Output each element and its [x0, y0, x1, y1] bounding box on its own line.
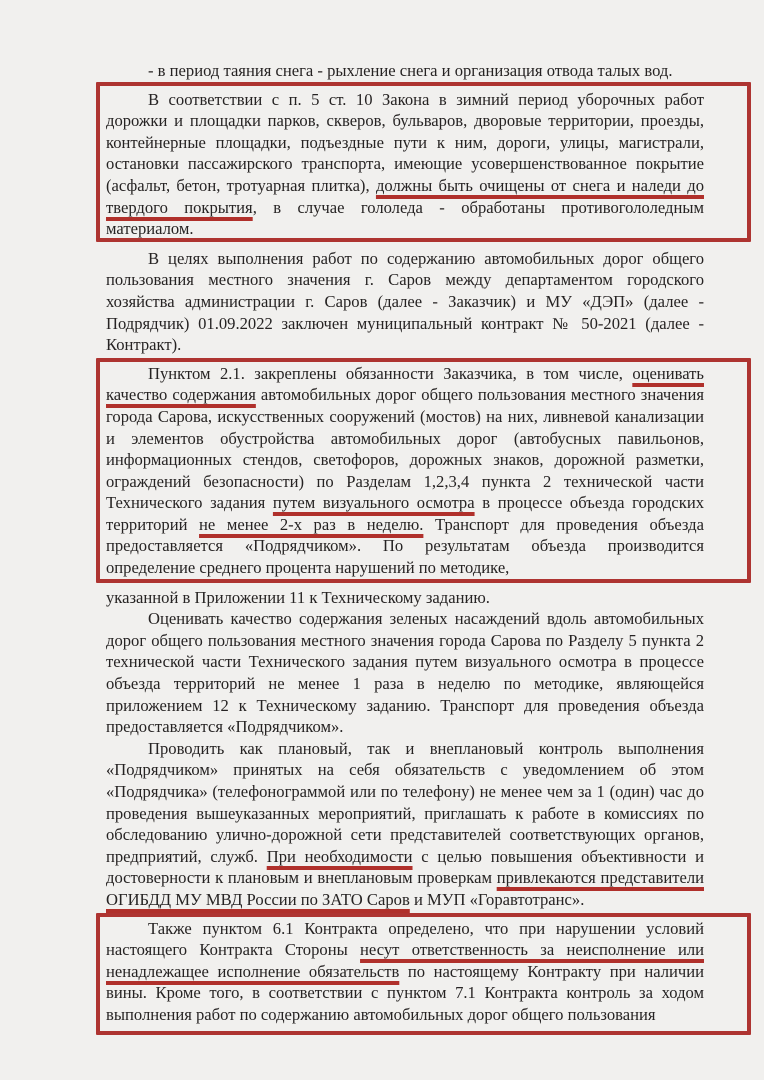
paragraph	[106, 738, 704, 911]
red-underlined-text: несут ответственность за неисполнение или ненадлежащее исполнение обязательств	[106, 940, 704, 981]
text-segment: Пунктом 2.1. закреплены обязанности Заказчика, в том числе,	[148, 363, 633, 383]
text-segment: Транспорт для проведения объезда предоставляется «Подрядчиком». По результатам объезда производится определение среднего процента нарушений по методике,	[106, 514, 704, 578]
text-segment: автомобильных дорог общего пользования местного значения города Сарова, искусственных сооружений (мостов) на них, ливневой канализации и элементов обустройства автомобильных дорог (автобусных павильонов, информационных стендов, светофоров, дорожных знаков, дорожной разметки, ограждений безопасности) по Разделам 1,2,3,4 пункта 2 технической части Технического задания	[106, 385, 704, 513]
paragraph	[106, 608, 704, 738]
document-body	[106, 60, 704, 1026]
red-underlined-text: путем визуального осмотра	[272, 493, 475, 513]
boxed-paragraph	[106, 918, 704, 1026]
text-segment: - в период таяния снега - рыхление снега и организация отвода талых вод.	[148, 61, 673, 80]
text-segment: по настоящему Контракту при наличии вины. Кроме того, в соответствии с пунктом 7.1 Контракта контроль за ходом выполнения работ по содержанию автомобильных дорог общего пользования	[106, 961, 704, 1024]
text-segment: Также пунктом 6.1 Контракта определено, что при нарушении условий настоящего Контракта Стороны	[106, 918, 704, 960]
red-underlined-text: привлекаются представители ОГИБДД МУ МВД России по ЗАТО Саров	[106, 868, 704, 909]
red-underlined-text: должны быть очищены от снега и наледи до твердого покрытия	[106, 175, 704, 217]
boxed-paragraph	[106, 89, 704, 240]
text-segment: в процессе объезда городских территорий	[106, 493, 704, 534]
paragraph	[106, 60, 704, 82]
paragraph	[106, 248, 704, 356]
red-underlined-text: оценивать качество содержания	[106, 363, 704, 405]
text-segment: Проводить как плановый, так и внеплановый контроль выполнения «Подрядчиком» принятых на себя обязательств с уведомлением об этом «Подрядчика» (телефонограммой или по телефону) не менее чем за 1 (один) час до проведения вышеуказанных мероприятий, приглашать к работе в комиссиях по обследованию улично-дорожной сети представителей соответствующих органов, предприятий, служб.	[106, 738, 704, 866]
text-segment: , в случае гололеда - обработаны противогололедным материалом.	[106, 197, 704, 239]
red-underlined-text: не менее 2-х раз в неделю.	[199, 514, 424, 534]
text-segment: указанной в Приложении 11 к Техническому заданию.	[106, 587, 490, 607]
text-segment: В целях выполнения работ по содержанию автомобильных дорог общего пользования местного значения г. Саров между департаментом городского хозяйства администрации г. Саров (далее - Заказчик) и МУ «ДЭП» (далее - Подрядчик) 01.09.2022 заключен муниципальный контракт № 50-2021 (далее - Контракт).	[106, 248, 704, 355]
text-segment: Оценивать качество содержания зеленых насаждений вдоль автомобильных дорог общего пользования местного значения города Сарова по Разделу 5 пункта 2 технической части Технического задания путем визуального осмотра в процессе объезда территорий не менее 1 раза в неделю по методике, являющейся приложением 12 к Техническому заданию. Транспорт для проведения объезда предоставляется «Подрядчиком».	[106, 609, 704, 737]
boxed-paragraph	[106, 363, 704, 579]
text-segment: В соответствии с п. 5 ст. 10 Закона в зимний период уборочных работ дорожки и площадки парков, скверов, бульваров, дворовые территории, проезды, контейнерные площадки, подъездные пути к ним, дороги, улицы, магистрали, остановки пассажирского транспорта, имеющие усовершенствованное покрытие (асфальт, бетон, тротуарная плитка),	[106, 89, 704, 195]
text-segment: с целью повышения объективности и достоверности к плановым и внеплановым проверкам	[106, 846, 704, 888]
red-underlined-text: При необходимости	[266, 846, 413, 866]
text-segment: и МУП «Горавтотранс».	[409, 889, 585, 909]
paragraph	[106, 587, 704, 609]
